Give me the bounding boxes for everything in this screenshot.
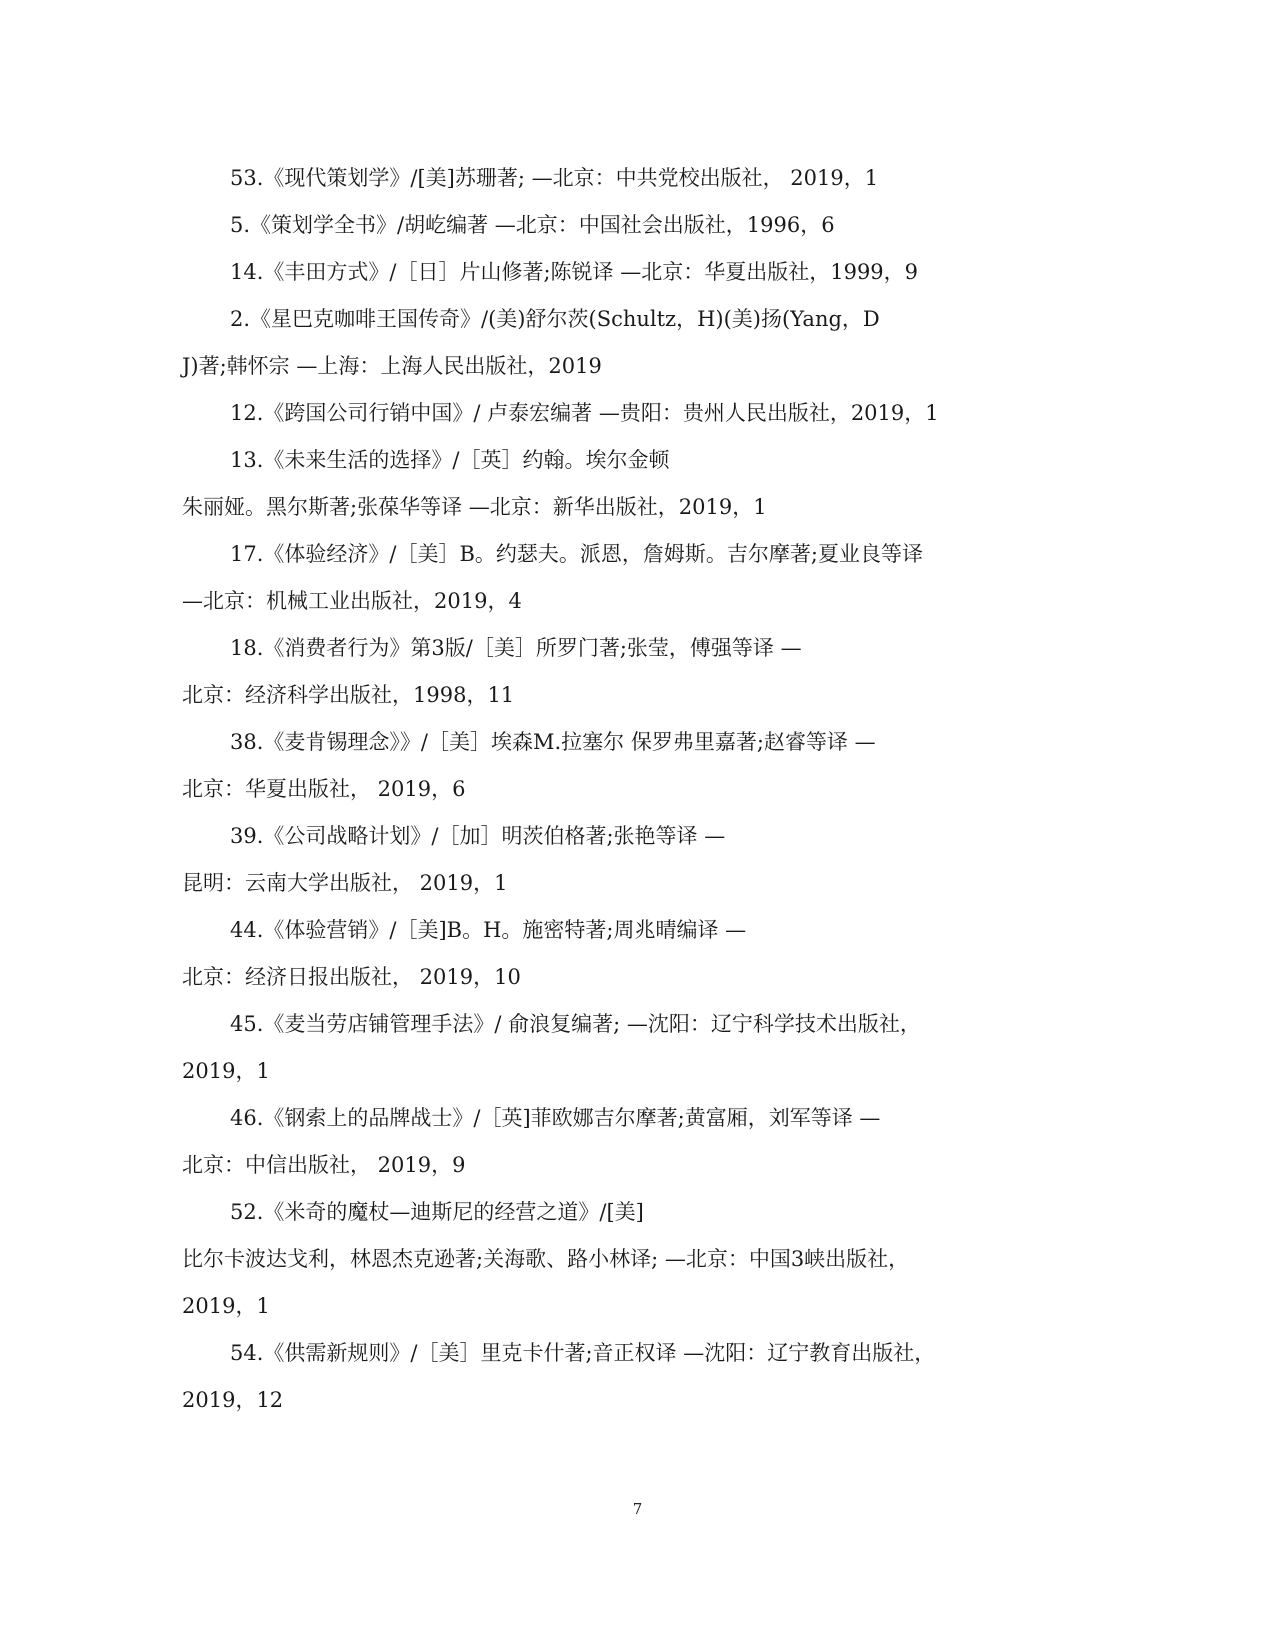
entry-first-line: 38.《麦肯锡理念》》/［美］埃森M.拉塞尔 保罗弗里嘉著;赵睿等译 — — [230, 730, 876, 754]
bibliography-entry — [182, 813, 1062, 907]
bibliography-entry — [182, 531, 1062, 625]
bibliography-entry — [182, 1330, 1062, 1424]
entry-first-line: 39.《公司战略计划》/［加］明茨伯格著;张艳等译 — — [230, 824, 726, 848]
bibliography-entry — [182, 1189, 1062, 1330]
entry-continuation-line: 北京：经济日报出版社， 2019，10 — [182, 965, 521, 989]
bibliography-entry — [182, 1001, 1062, 1095]
entry-first-line: 53.《现代策划学》/[美]苏珊著; —北京：中共党校出版社， 2019，1 — [230, 166, 879, 190]
entry-continuation-line: 北京：中信出版社， 2019，9 — [182, 1153, 466, 1177]
entry-continuation-line: 北京：经济科学出版社，1998，11 — [182, 683, 515, 707]
entry-continuation-line: 朱丽娅。黑尔斯著;张葆华等译 —北京：新华出版社，2019，1 — [182, 495, 767, 519]
bibliography-entry — [182, 625, 1062, 719]
entry-continuation-line: J)著;韩怀宗 —上海：上海人民出版社，2019 — [182, 354, 602, 378]
entry-continuation-line: 2019，12 — [182, 1388, 284, 1412]
entry-first-line: 44.《体验营销》/［美]B。H。施密特著;周兆晴编译 — — [230, 918, 747, 942]
bibliography-entry — [182, 202, 1062, 249]
entry-continuation-line: 2019，1 — [182, 1059, 270, 1083]
entry-first-line: 46.《钢索上的品牌战士》/［英]菲欧娜吉尔摩著;黄富厢，刘军等译 — — [230, 1106, 881, 1130]
entry-first-line: 13.《未来生活的选择》/［英］约翰。埃尔金顿 — [230, 448, 670, 472]
bibliography-entry — [182, 390, 1062, 437]
bibliography-entry — [182, 296, 1062, 390]
entry-first-line: 14.《丰田方式》/［日］片山修著;陈锐译 —北京：华夏出版社，1999，9 — [230, 260, 919, 284]
bibliography-entry — [182, 719, 1062, 813]
bibliography-entry — [182, 437, 1062, 531]
page-number: 7 — [632, 1500, 643, 1518]
entry-continuation-line: 昆明：云南大学出版社， 2019，1 — [182, 871, 508, 895]
entry-continuation-line: 北京：华夏出版社， 2019，6 — [182, 777, 466, 801]
entry-first-line: 5.《策划学全书》/胡屹编著 —北京：中国社会出版社，1996，6 — [230, 213, 835, 237]
entry-first-line: 2.《星巴克咖啡王国传奇》/(美)舒尔茨(Schultz，H)(美)扬(Yang，D — [230, 307, 880, 331]
bibliography-entry — [182, 907, 1062, 1001]
bibliography-entry — [182, 1095, 1062, 1189]
entry-first-line: 54.《供需新规则》/［美］里克卡什著;音正权译 —沈阳：辽宁教育出版社， — [230, 1341, 936, 1365]
entry-first-line: 52.《米奇的魔杖—迪斯尼的经营之道》/[美] — [230, 1200, 644, 1224]
bibliography-entry — [182, 249, 1062, 296]
entry-continuation-line: 2019，1 — [182, 1294, 270, 1318]
entry-first-line: 17.《体验经济》/［美］B。约瑟夫。派恩，詹姆斯。吉尔摩著;夏业良等译 — [230, 542, 923, 566]
bibliography-entry — [182, 155, 1062, 202]
entry-first-line: 12.《跨国公司行销中国》/ 卢泰宏编著 —贵阳：贵州人民出版社，2019，1 — [230, 401, 939, 425]
entry-continuation-line: —北京：机械工业出版社，2019，4 — [182, 589, 522, 613]
entry-first-line: 45.《麦当劳店铺管理手法》/ 俞浪复编著; —沈阳：辽宁科学技术出版社， — [230, 1012, 921, 1036]
entry-continuation-line: 比尔卡波达戈利，林恩杰克逊著;关海歌、路小林译; —北京：中国3峡出版社， — [182, 1247, 910, 1271]
entry-first-line: 18.《消费者行为》第3版/［美］所罗门著;张莹，傅强等译 — — [230, 636, 802, 660]
bibliography-list — [182, 155, 1062, 1424]
